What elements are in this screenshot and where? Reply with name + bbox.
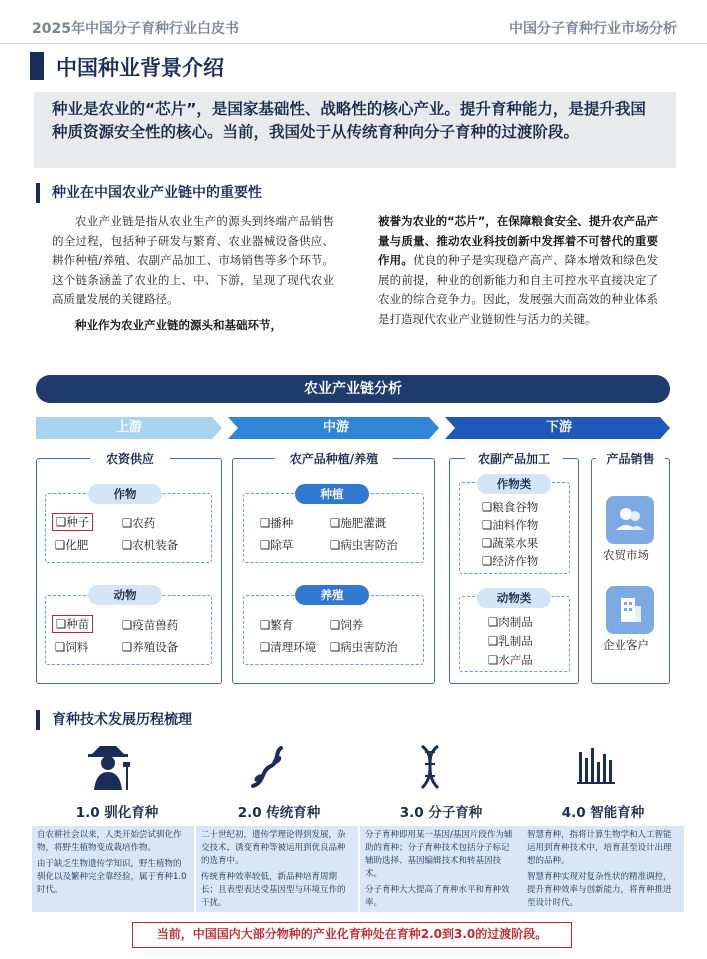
people-icon (606, 496, 654, 544)
cleaning-item: ❑清理环境 (260, 640, 317, 654)
title-marker (30, 52, 44, 80)
sequencing-bars-icon (577, 746, 617, 786)
meat-item: ❑肉制品 (488, 615, 533, 629)
report-title: 2025年中国分子育种行业白皮书 (32, 21, 239, 37)
reproduction-item: ❑繁育 (260, 618, 294, 632)
stage-2-point-2: 传统育种效率较低，新品种培育周期长；且表型表达受基因型与环境互作的干扰。 (201, 872, 346, 908)
fertilizer-item: ❑化肥 (55, 538, 89, 552)
raising-item: ❑饲养 (330, 618, 364, 632)
intro-summary: 种业是农业的“芯片”，是国家基础性、战略性的核心产业。提升育种能力，是提升我国种质资源安全性的核心。当前，我国处于从传统育种向分子育种的过渡阶段。 (34, 92, 676, 168)
supply-title: 农资供应 (90, 450, 170, 467)
grain-item: ❑粮食谷物 (482, 500, 539, 514)
vaccine-item: ❑疫苗兽药 (122, 618, 179, 632)
building-icon (606, 586, 654, 634)
breed-label: 养殖 (295, 585, 369, 605)
midstream-label: 中游 (322, 420, 349, 435)
report-section: 中国分子育种行业市场分析 (509, 21, 677, 37)
stage-1-point-1: 自农耕社会以来，人类开始尝试驯化作物，将野生植物变成栽培作物。 (37, 830, 182, 853)
left-paragraph: 农业产业链是指从农业生产的源头到终端产品销售的全过程，包括种子研发与繁育、农业器械设备供应、耕作种植/养殖、农副产品加工、市场销售等多个环节。这个链条涵盖了农业的上、中、下游，呈现了现代农业高质量发展的关键路径。 (52, 214, 334, 306)
stage-3-point-2: 分子育种大大提高了育种水平和育种效率。 (365, 885, 510, 908)
pest-control-item: ❑病虫害防治 (330, 538, 398, 552)
disease-control-item: ❑病虫害防治 (330, 640, 398, 654)
aquatic-item: ❑水产品 (488, 653, 533, 667)
sales-title: 产品销售 (596, 450, 665, 467)
stage-2-box (196, 826, 358, 912)
pesticide-item: ❑农药 (122, 516, 156, 530)
stage-4-point-2: 智慧育种实现对复杂性状的精准调控，提升育种效率与创新能力，将育种推进至设计时代。 (527, 872, 672, 908)
farmer-icon (86, 742, 130, 792)
vegetable-item: ❑蔬菜水果 (482, 536, 539, 550)
stage-3-box (360, 826, 522, 912)
equipment-item: ❑养殖设备 (122, 640, 179, 654)
supply-crops-label: 作物 (88, 484, 162, 504)
stage-1-box (32, 826, 194, 912)
stage-1-point-2: 由于缺乏生物遗传学知识，野生植物的驯化以及繁种完全靠经验，属于育种1.0时代。 (37, 859, 187, 895)
stage-4-title: 4.0 智能育种 (561, 805, 645, 821)
right-paragraph: 优良的种子是实现稳产高产、降本增效和绿色发展的前提，种业的创新能力和自主可控水平直接决定了农业的综合竞争力。因此，发展强大而高效的种业体系是打造现代农业产业链韧性与活力的关键。 (378, 253, 659, 326)
feed-item: ❑饲料 (55, 640, 89, 654)
dairy-item: ❑乳制品 (488, 634, 533, 648)
sowing-item: ❑播种 (260, 516, 294, 530)
stage-4-point-1: 智慧育种，指将计算生物学和人工智能运用到育种技术中，培育甚至设计出理想的品种。 (527, 830, 672, 866)
left-bold: 种业作为农业产业链的源头和基础环节， (75, 317, 282, 332)
processing-crops-label: 作物类 (477, 474, 551, 494)
right-column (378, 212, 658, 329)
seedling-item: ❑种苗 (52, 615, 93, 633)
seed-item: ❑种子 (52, 513, 93, 531)
footer-note: 当前，中国国内大部分物种的产业化育种处在育种2.0到3.0的过渡阶段。 (132, 922, 572, 948)
irrigation-item: ❑施肥灌溉 (330, 516, 387, 530)
stage-4-box (522, 826, 684, 912)
stage-2-point-1: 二十世纪初，遗传学理论得到发展，杂交技术、诱变育种等被运用到优良品种的选育中。 (201, 830, 346, 866)
cash-crop-item: ❑经济作物 (482, 554, 539, 568)
plant-sprout-icon (245, 742, 289, 792)
processing-animals-label: 动物类 (477, 588, 551, 608)
stage-2-title: 2.0 传统育种 (237, 805, 321, 821)
dna-icon (410, 742, 450, 792)
oil-crop-item: ❑油料作物 (482, 518, 539, 532)
planting-title: 农产品种植/养殖 (275, 450, 393, 467)
stage-3-title: 3.0 分子育种 (399, 805, 483, 821)
supply-animals-label: 动物 (88, 585, 162, 605)
stage-1-title: 1.0 驯化育种 (75, 805, 159, 821)
upstream-label: 上游 (115, 420, 142, 435)
section-history-title: 育种技术发展历程梳理 (36, 710, 192, 730)
left-column (52, 212, 334, 335)
downstream-label: 下游 (545, 420, 572, 435)
section-importance-title: 种业在中国农业产业链中的重要性 (36, 183, 262, 203)
weeding-item: ❑除草 (260, 538, 294, 552)
market-label: 农贸市场 (603, 548, 649, 562)
processing-title: 农副产品加工 (465, 450, 563, 467)
page-title: 中国种业背景介绍 (56, 56, 224, 80)
machinery-item: ❑农机装备 (122, 538, 179, 552)
plant-label: 种植 (295, 484, 369, 504)
enterprise-label: 企业客户 (603, 638, 649, 652)
chain-banner: 农业产业链分析 (36, 375, 670, 403)
stage-3-point-1: 分子育种即用某一基因/基因片段作为辅助的育种；分子育种技术包括分子标记辅助选择、基因编辑技术和转基因技术。 (365, 830, 513, 879)
right-bold: 被誉为农业的“芯片”，在保障粮食安全、提升农产品产量与质量、推动农业科技创新中发挥着不可替代的重要作用。 (378, 214, 658, 267)
